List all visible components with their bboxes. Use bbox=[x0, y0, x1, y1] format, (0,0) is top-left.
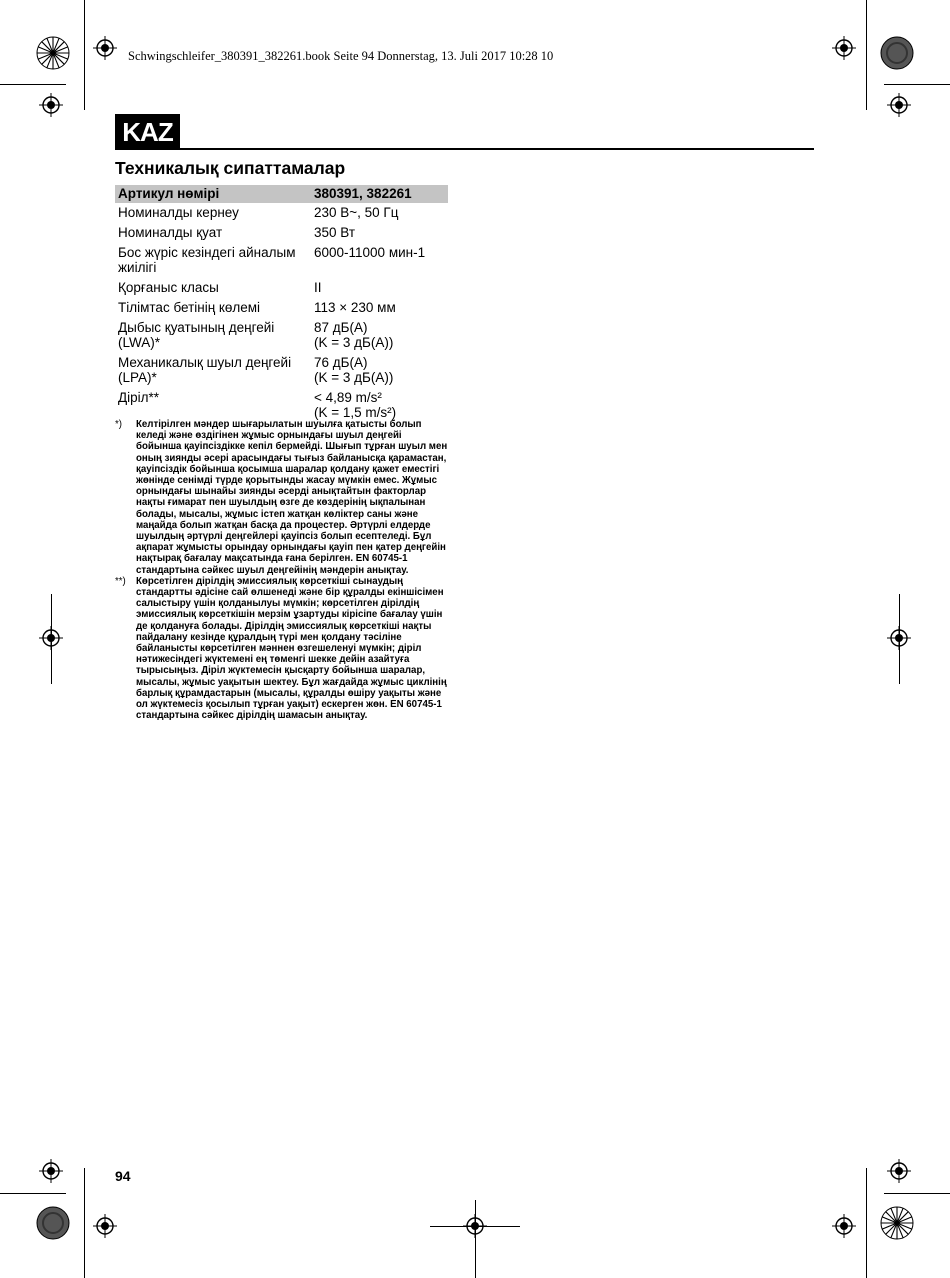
section-title: Техникалық сипаттамалар bbox=[115, 158, 346, 178]
crop-mark bbox=[866, 1168, 867, 1278]
registration-mark-icon bbox=[832, 1214, 856, 1238]
spec-value-tolerance: (K = 3 дБ(A)) bbox=[314, 335, 394, 350]
footnotes bbox=[115, 419, 448, 721]
spec-value bbox=[311, 353, 448, 388]
spec-value: 113 × 230 мм bbox=[314, 300, 396, 315]
crop-mark bbox=[884, 84, 950, 85]
gray-target-icon bbox=[880, 36, 914, 70]
spec-label: Қорғаныс класы bbox=[118, 280, 219, 295]
registration-mark-icon bbox=[93, 36, 117, 60]
spec-value bbox=[311, 388, 448, 423]
spec-row bbox=[115, 203, 448, 223]
spec-value-main: 76 дБ(A) bbox=[314, 355, 368, 370]
crop-mark bbox=[866, 0, 867, 110]
spec-value-tolerance: (K = 3 дБ(A)) bbox=[314, 370, 394, 385]
spec-value bbox=[311, 318, 448, 353]
spec-row bbox=[115, 353, 448, 388]
registration-mark-icon bbox=[832, 36, 856, 60]
spec-label: Дыбыс қуатының деңгейі (LWA)* bbox=[118, 320, 275, 350]
registration-mark-icon bbox=[887, 93, 911, 117]
starburst-target-icon bbox=[36, 36, 70, 70]
spec-table-header bbox=[115, 185, 448, 203]
print-file-info: Schwingschleifer_380391_382261.book Seite 94 Donnerstag, 13. Juli 2017 10:28 10 bbox=[128, 49, 554, 63]
section-divider bbox=[180, 148, 814, 150]
spec-label: Номиналды кернеу bbox=[118, 205, 239, 220]
registration-mark-icon bbox=[93, 1214, 117, 1238]
starburst-target-icon bbox=[880, 1206, 914, 1240]
spec-row bbox=[115, 278, 448, 298]
registration-mark-icon bbox=[39, 93, 63, 117]
footnote-mark: *) bbox=[115, 419, 122, 430]
spec-value-main: 87 дБ(A) bbox=[314, 320, 368, 335]
footnote-mark: **) bbox=[115, 575, 126, 587]
footnote bbox=[115, 576, 448, 722]
crop-mark bbox=[0, 84, 66, 85]
spec-value: 230 В~, 50 Гц bbox=[314, 205, 399, 220]
crop-mark bbox=[51, 594, 52, 684]
spec-value: 380391, 382261 bbox=[311, 185, 448, 203]
page-number: 94 bbox=[115, 1168, 131, 1184]
spec-row bbox=[115, 223, 448, 243]
spec-row bbox=[115, 318, 448, 353]
crop-mark bbox=[0, 1193, 66, 1194]
registration-mark-icon bbox=[39, 1159, 63, 1183]
crop-mark bbox=[884, 1193, 950, 1194]
spec-row bbox=[115, 298, 448, 318]
spec-label: Номиналды қуат bbox=[118, 225, 223, 240]
spec-table bbox=[115, 185, 448, 423]
gray-target-icon bbox=[36, 1206, 70, 1240]
spec-label: Тілімтас бетінің көлемі bbox=[118, 300, 261, 315]
crop-mark bbox=[475, 1200, 476, 1278]
spec-label: Артикул нөмірі bbox=[115, 185, 311, 203]
crop-mark bbox=[84, 1168, 85, 1278]
spec-label: Механикалық шуыл деңгейі (LPA)* bbox=[118, 355, 292, 385]
spec-label: Бос жүріс кезіндегі айналым жиілігі bbox=[118, 245, 296, 275]
spec-value-main: < 4,89 m/s² bbox=[314, 390, 382, 405]
footnote-text: Келтірілген мәндер шығарылатын шуылға қатысты болып келеді және өздігінен жұмыс орнындағы шуыл деңгейі бойынша қауіпсіздікке кепіл бермейді. Шығып тұрған шуыл мен оның зиянды әсері арасындағы тығыз байланысқа қарамастан, қауіпсіздік бойынша қосымша шаралар қолдану қажет еместігі жөнінде сенімді түрде қорытынды жасау мүмкін емес. Жұмыс орнындағы шынайы зиянды әсерді анықтайтын факторлар нақты ғимарат пен шуылдың өзге де көздерінің ықпалынан болады, мысалы, жұмыс істеп жатқан көліктер саны және маңайда болып жатқан басқа да процестер. Әртүрлі елдерде шуылдың әртүрлі деңгейлері қауіпсіз болып есептеледі. Бұл ақпарат жұмысты орындау орнындағы қауіп пен қатер деңгейін нақтырақ бағалау мақсатында ғана берілген. EN 60745-1 стандартына сәйкес шуыл деңгейінің мәндерін анықтау. bbox=[136, 419, 448, 576]
spec-value: 350 Вт bbox=[314, 225, 356, 240]
crop-mark bbox=[84, 0, 85, 110]
spec-value-tolerance: (K = 1,5 m/s²) bbox=[314, 405, 397, 420]
spec-row bbox=[115, 388, 448, 423]
footnote-text: Көрсетілген дірілдің эмиссиялық көрсеткіші сынаудың стандартты әдісіне сай өлшенеді және бір құралды екіншісімен салыстыру үшін қолданылуы мүмкін; көрсетілген дірілдің эмиссиялық көрсеткішін мерзім ұзартуды кірісіпе бағалау үшін де қолдануға болады. Дірілдің эмиссиялық көрсеткіші нақты пайдалану кезінде құралдың түрі мен қолдану тәсіліне байланысты көрсетілген мәннен өзгешеленуі мүмкін; діріл нәтижесіндегі жүктемені ең төменгі шекке дейін азайтуға тырысыңыз. Діріл жүктемесін қысқарту бойынша шаралар, мысалы, жұмыс уақытын шектеу. Бұл жағдайда жұмыс циклінің барлық құрамдастарын (мысалы, құралды өшіру уақыты және ол жүктемесіз қосылып тұрған уақыт) ескерген жөн. EN 60745-1 стандартына сәйкес дірілдің шамасын анықтау. bbox=[136, 575, 447, 722]
spec-row bbox=[115, 243, 448, 278]
crop-mark bbox=[899, 594, 900, 684]
footnote bbox=[115, 419, 448, 576]
registration-mark-icon bbox=[887, 1159, 911, 1183]
spec-value: II bbox=[314, 280, 322, 295]
spec-value: 6000-11000 мин-1 bbox=[314, 245, 426, 260]
language-badge: KAZ bbox=[115, 114, 180, 150]
spec-label: Діріл** bbox=[118, 390, 160, 405]
